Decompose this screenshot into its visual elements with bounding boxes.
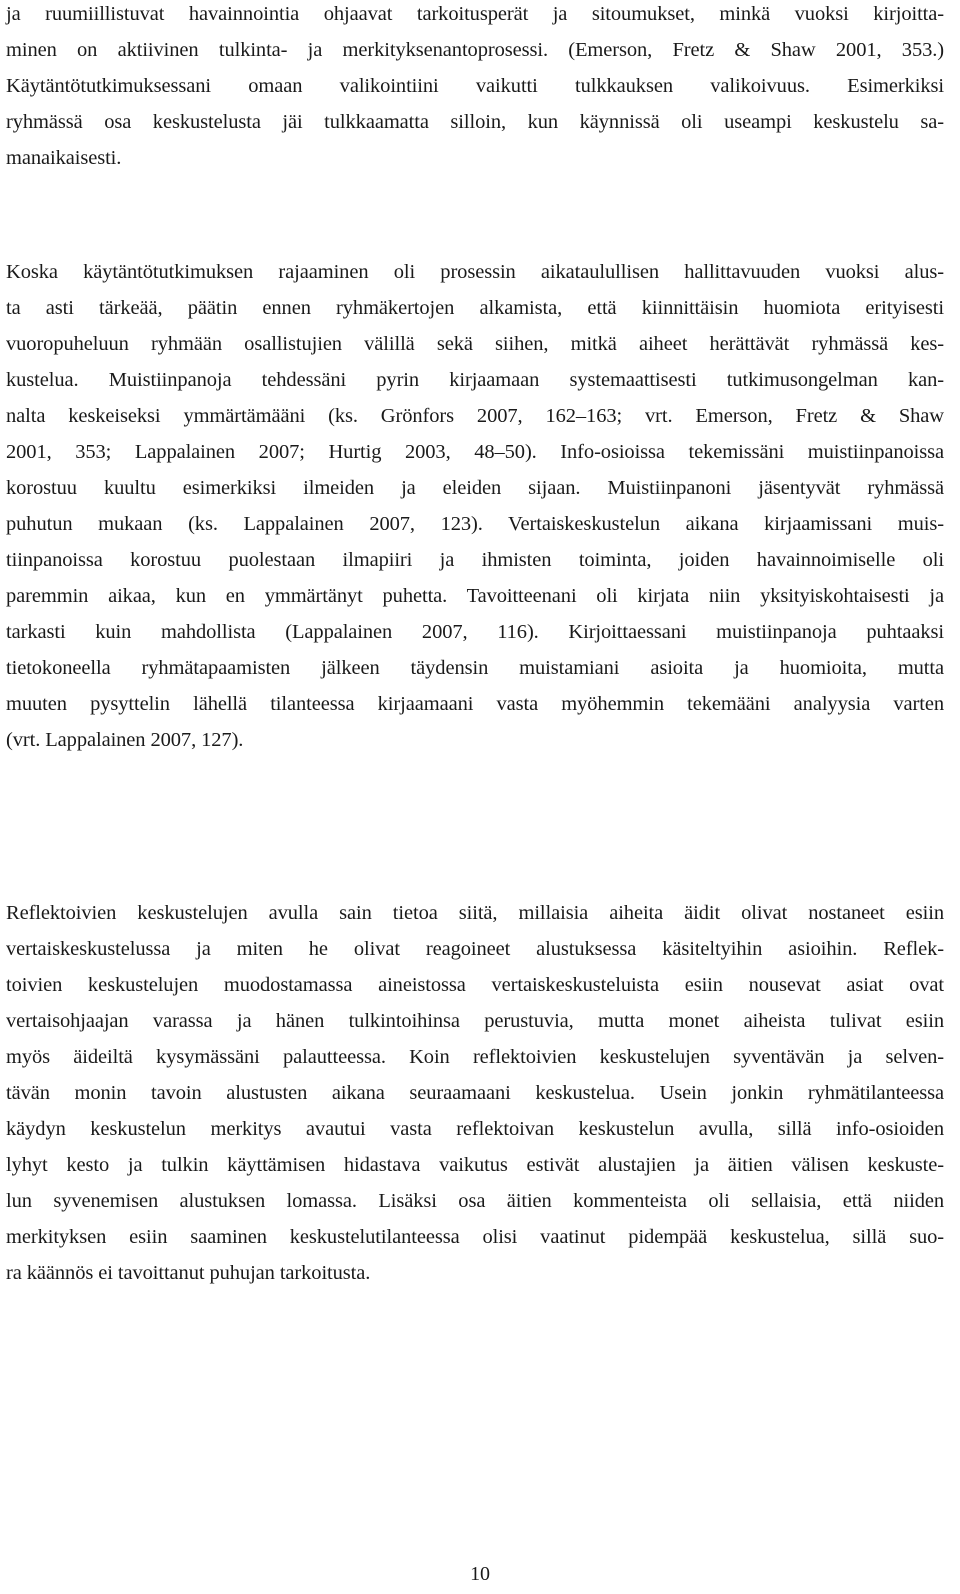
text-line: ryhmässä osa keskustelusta jäi tulkkaamatta silloin, kun käynnissä oli useampi keskustelu sa- [6,111,944,133]
text-line: korostuu kuultu esimerkiksi ilmeiden ja eleiden sijaan. Muistiinpanoni jäsentyvät ryhmässä [6,477,944,499]
text-line: muuten pysyttelin lähellä tilanteessa kirjaamaani vasta myöhemmin tekemääni analyysia varten [6,693,944,715]
text-line: puhutun mukaan (ks. Lappalainen 2007, 123). Vertaiskeskustelun aikana kirjaamissani muis- [6,513,944,535]
text-line: tarkasti kuin mahdollista (Lappalainen 2007, 116). Kirjoittaessani muistiinpanoja puhtaaksi [6,621,944,643]
text-line: myös äideiltä kysymässäni palautteessa. Koin reflektoivien keskustelujen syventävän ja selven- [6,1046,944,1068]
text-line: tiinpanoissa korostuu puolestaan ilmapiiri ja ihmisten toiminta, joiden havainnoimiselle oli [6,549,944,571]
text-line: merkityksen esiin saaminen keskustelutilanteessa olisi vaatinut pidempää keskustelua, sillä suo- [6,1226,944,1248]
paragraph-3 [6,895,944,1291]
text-line: vertaisohjaajan varassa ja hänen tulkintoihinsa perustuvia, mutta monet aiheista tulivat esiin [6,1010,944,1032]
text-line: lun syvenemisen alustuksen lomassa. Lisäksi osa äitien kommenteista oli sellaisia, että niiden [6,1190,944,1212]
text-line: manaikaisesti. [6,147,122,169]
text-line: ra käännös ei tavoittanut puhujan tarkoitusta. [6,1262,371,1284]
text-line: kustelua. Muistiinpanoja tehdessäni pyrin kirjaamaan systemaattisesti tutkimusongelman kan- [6,369,944,391]
text-line: tävän monin tavoin alustusten aikana seuraamaani keskustelua. Usein jonkin ryhmätilanteessa [6,1082,944,1104]
paragraph-2 [6,254,944,758]
text-line: Koska käytäntötutkimuksen rajaaminen oli prosessin aikataulullisen hallittavuuden vuoksi alus- [6,261,944,283]
text-line: (vrt. Lappalainen 2007, 127). [6,729,244,751]
text-line: Reflektoivien keskustelujen avulla sain tietoa siitä, millaisia aiheita äidit olivat nostaneet esiin [6,902,944,924]
paragraph-1 [6,0,944,176]
text-line: vuoropuheluun ryhmään osallistujien välillä sekä siihen, mitkä aiheet herättävät ryhmässä kes- [6,333,944,355]
text-line: toivien keskustelujen muodostamassa aineistossa vertaiskeskusteluista esiin nousevat asiat ovat [6,974,944,996]
text-line: ta asti tärkeää, päätin ennen ryhmäkertojen alkamista, että kiinnittäisin huomiota erityisesti [6,297,944,319]
text-line: lyhyt kesto ja tulkin käyttämisen hidastava vaikutus estivät alustajien ja äitien välisen keskuste- [6,1154,944,1176]
text-line: minen on aktiivinen tulkinta- ja merkityksenantoprosessi. (Emerson, Fretz & Shaw 2001, 353.) [6,39,944,61]
text-line: käydyn keskustelun merkitys avautui vasta reflektoivan keskustelun avulla, sillä info-osioiden [6,1118,944,1140]
text-line: nalta keskeiseksi ymmärtämääni (ks. Grönfors 2007, 162–163; vrt. Emerson, Fretz & Shaw [6,405,944,427]
text-line: tietokoneella ryhmätapaamisten jälkeen täydensin muistamiani asioita ja huomioita, mutta [6,657,944,679]
text-line: 2001, 353; Lappalainen 2007; Hurtig 2003, 48–50). Info-osioissa tekemissäni muistiinpanoissa [6,441,944,463]
text-line: ja ruumiillistuvat havainnointia ohjaavat tarkoitusperät ja sitoumukset, minkä vuoksi kirjoitta- [6,3,944,25]
text-line: Käytäntötutkimuksessani omaan valikointiini vaikutti tulkkauksen valikoivuus. Esimerkiksi [6,75,944,97]
text-line: vertaiskeskustelussa ja miten he olivat reagoineet alustuksessa käsiteltyihin asioihin. Reflek- [6,938,944,960]
text-line: paremmin aikaa, kun en ymmärtänyt puhetta. Tavoitteenani oli kirjata niin yksityiskohtaisesti ja [6,585,944,607]
page-number: 10 [470,1563,490,1585]
